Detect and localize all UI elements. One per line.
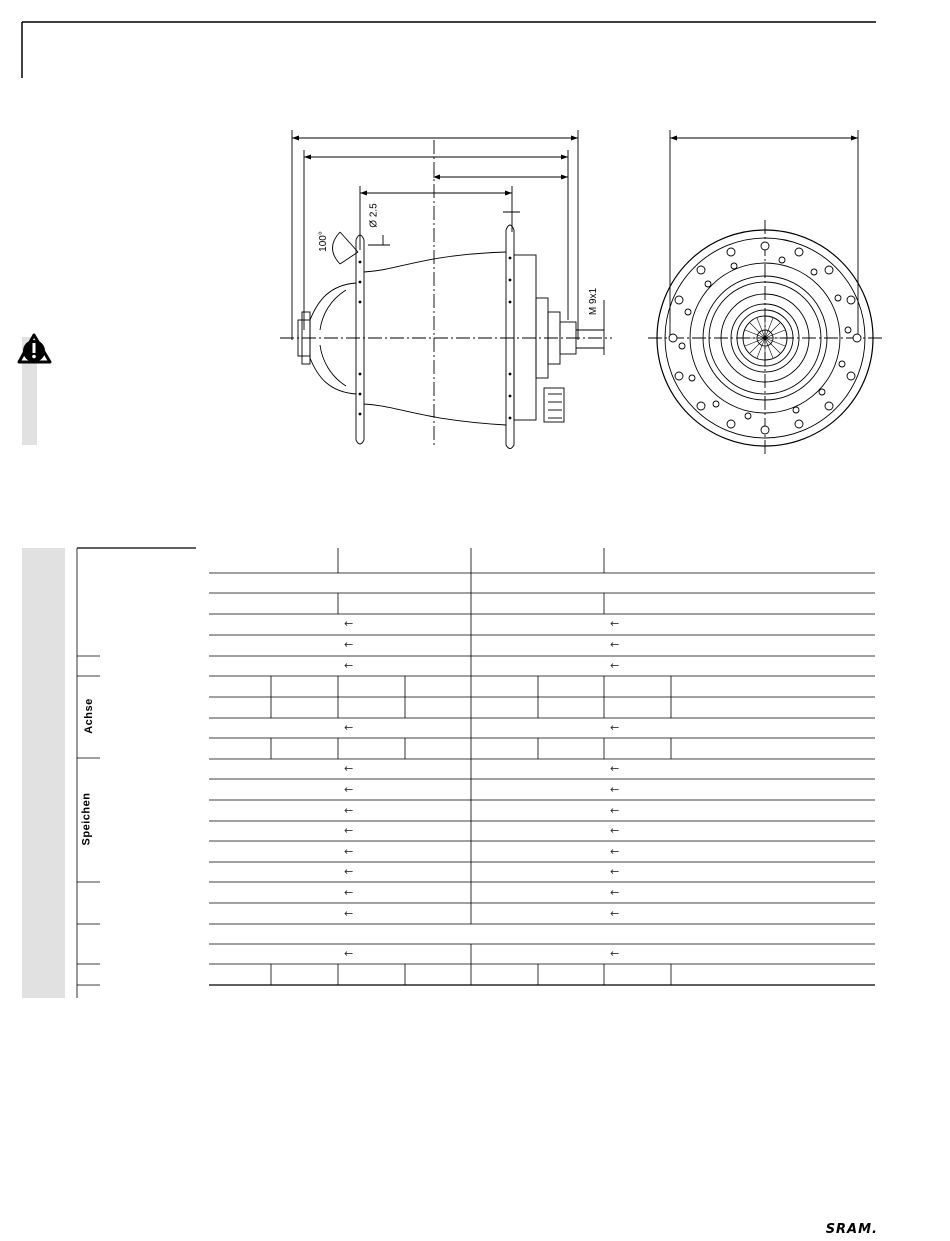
same-as-left-arrow: ← bbox=[344, 804, 354, 817]
same-as-left-arrow: ← bbox=[344, 845, 354, 858]
same-as-left-arrow: ← bbox=[610, 947, 620, 960]
same-as-left-arrow: ← bbox=[610, 638, 620, 651]
same-as-left-arrow: ← bbox=[344, 617, 354, 630]
same-as-left-arrow: ← bbox=[344, 886, 354, 899]
same-as-left-arrow: ← bbox=[610, 886, 620, 899]
same-as-left-arrow: ← bbox=[344, 907, 354, 920]
same-as-left-arrow: ← bbox=[344, 638, 354, 651]
same-as-left-arrow: ← bbox=[344, 762, 354, 775]
same-as-left-arrow: ← bbox=[610, 824, 620, 837]
section-label-axle: Achse bbox=[82, 698, 95, 734]
section-label-spokes: Speichen bbox=[80, 792, 93, 846]
same-as-left-arrow: ← bbox=[610, 659, 620, 672]
same-as-left-arrow: ← bbox=[610, 721, 620, 734]
same-as-left-arrow: ← bbox=[344, 659, 354, 672]
same-as-left-arrow: ← bbox=[610, 907, 620, 920]
same-as-left-arrow: ← bbox=[610, 845, 620, 858]
same-as-left-arrow: ← bbox=[344, 721, 354, 734]
same-as-left-arrow: ← bbox=[344, 824, 354, 837]
same-as-left-arrow: ← bbox=[610, 783, 620, 796]
same-as-left-arrow: ← bbox=[610, 617, 620, 630]
angle-label: 100° bbox=[317, 231, 329, 252]
thread-label: M 9x1 bbox=[588, 287, 600, 316]
same-as-left-arrow: ← bbox=[610, 762, 620, 775]
same-as-left-arrow: ← bbox=[344, 783, 354, 796]
same-as-left-arrow: ← bbox=[344, 865, 354, 878]
same-as-left-arrow: ← bbox=[610, 804, 620, 817]
same-as-left-arrow: ← bbox=[344, 947, 354, 960]
sram-logo: SRAM. bbox=[825, 1222, 878, 1237]
flange-hole-diameter-label: Ø 2.5 bbox=[368, 203, 380, 228]
same-as-left-arrow: ← bbox=[610, 865, 620, 878]
